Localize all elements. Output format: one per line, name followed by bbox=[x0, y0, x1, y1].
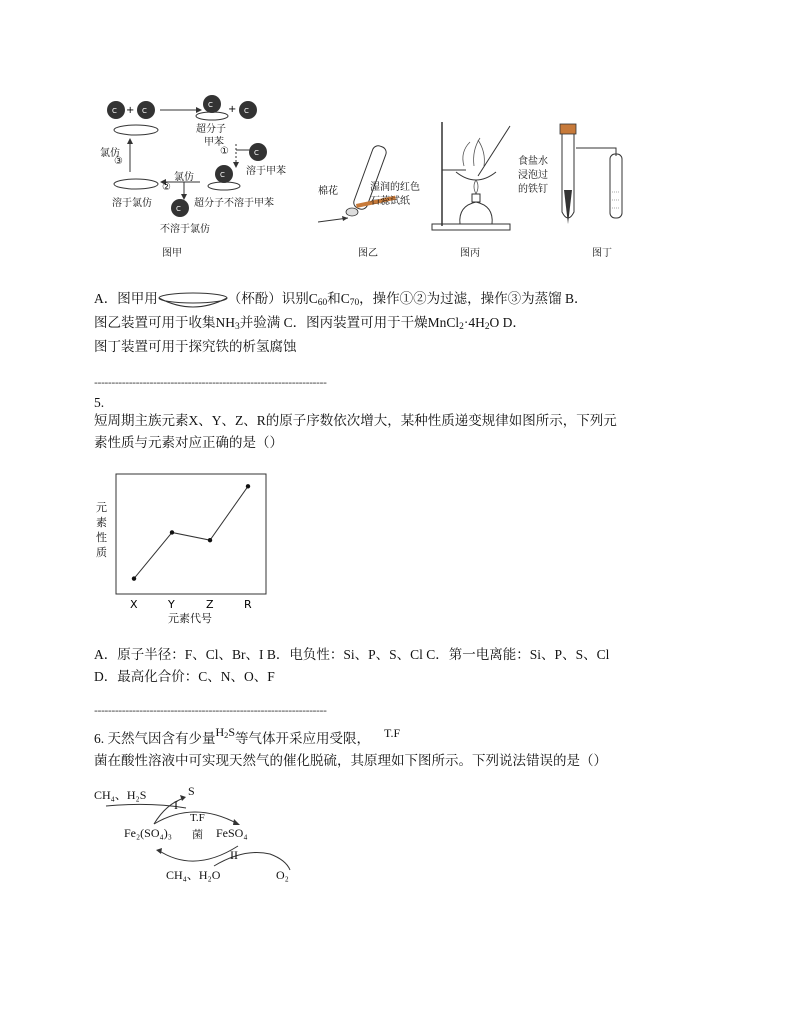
svg-text:C: C bbox=[176, 205, 181, 213]
diag-s: S bbox=[188, 784, 195, 798]
q4-line1-c: ，操作①②为过滤，操作③为蒸馏 B． bbox=[359, 291, 588, 306]
figure-bing bbox=[430, 116, 520, 260]
label-buru-lvfang: 不溶于氯仿 bbox=[160, 224, 210, 235]
label-mianhua: 棉花 bbox=[318, 186, 338, 197]
label-jiaben: 甲苯 bbox=[204, 137, 224, 148]
q5-options-line2: D．最高化合价：C、N、O、F bbox=[94, 669, 275, 684]
calixarene-dish-icon bbox=[158, 292, 228, 306]
caption-jia: 图甲 bbox=[162, 248, 182, 259]
diag-jun: 菌 bbox=[192, 828, 203, 841]
svg-text:C: C bbox=[208, 101, 213, 109]
q5-stem-line2: 素性质与元素对应正确的是（） bbox=[94, 435, 283, 450]
calixarene-bowl bbox=[114, 125, 158, 135]
svg-text:C: C bbox=[112, 107, 117, 115]
tf-label: T.F bbox=[384, 726, 401, 740]
figure-yi bbox=[318, 140, 438, 260]
q6-stem-line2: 菌在酸性溶液中可实现天然气的催化脱硫，其原理如下图所示。下列说法错误的是（） bbox=[94, 753, 607, 768]
x-axis-label: 元素代号 bbox=[168, 612, 212, 625]
q4-line1-sub60: 60 bbox=[317, 298, 328, 308]
q4-line2-sub2b: 2 bbox=[484, 322, 490, 332]
q4-line1-sub70: 70 bbox=[349, 298, 360, 308]
y-axis-label: 元素性质 bbox=[96, 501, 107, 559]
iron-nail bbox=[564, 190, 572, 224]
label-ding-3: 的铁钉 bbox=[518, 184, 548, 195]
diag-step-i: I bbox=[174, 798, 178, 812]
x-tick-x: X bbox=[130, 598, 138, 611]
label-ding-2: 浸泡过 bbox=[518, 170, 548, 181]
q4-line1-b: （杯酚）识别C bbox=[227, 291, 318, 306]
q5-number: 5. bbox=[94, 395, 105, 410]
diag-tf: T.F bbox=[190, 812, 205, 824]
separator-1: ------------------------------------------------------------------- bbox=[94, 376, 327, 389]
label-step2: ② bbox=[162, 182, 171, 193]
q4-line1-and: 和C bbox=[327, 291, 350, 306]
diag-fe2so43: Fe₂(SO₄)₃ bbox=[124, 826, 172, 840]
svg-text:C: C bbox=[220, 171, 225, 179]
label-lvfang-mid: 氯仿 bbox=[174, 172, 194, 183]
label-buru-jiaben: 超分子不溶于甲苯 bbox=[194, 198, 274, 209]
diag-o2: O₂ bbox=[276, 868, 289, 882]
q4-option-line3: 图丁装置可用于探究铁的析氢腐蚀 bbox=[94, 339, 297, 354]
q5-stem-line1: 短周期主族元素X、Y、Z、R的原子序数依次增大，某种性质递变规律如图所示，下列元 bbox=[94, 413, 617, 428]
figure-ding bbox=[518, 120, 638, 260]
q4-line2-b: 并验满 C．图丙装置可用于干燥MnCl bbox=[239, 315, 460, 330]
label-paper-2: 石蕊试纸 bbox=[370, 196, 410, 207]
q4-line2-sub2: 2 bbox=[459, 322, 464, 332]
q4-line2-d: O D． bbox=[489, 315, 526, 330]
figure-jia bbox=[100, 92, 310, 260]
q4-option-line1 bbox=[94, 290, 588, 312]
x-tick-z: Z bbox=[206, 598, 214, 611]
stopper bbox=[560, 124, 576, 134]
data-point-x bbox=[132, 576, 136, 580]
q5-options-line1: A．原子半径：F、Cl、Br、I B．电负性：Si、P、S、Cl C．第一电离能：Si、P、S、Cl bbox=[94, 647, 610, 662]
svg-text:+: + bbox=[126, 105, 135, 116]
svg-text:C: C bbox=[142, 107, 147, 115]
q4-line2-sub3: 3 bbox=[235, 322, 240, 332]
q5-chart-svg bbox=[94, 470, 284, 630]
label-lvfang-left: 氯仿 bbox=[100, 148, 120, 159]
label-step1: ① bbox=[220, 146, 229, 157]
label-paper-1: 湿润的红色 bbox=[370, 182, 420, 193]
q6-diagram bbox=[94, 784, 304, 888]
caption-ding: 图丁 bbox=[592, 248, 612, 259]
label-rongyu-lvfang: 溶于氯仿 bbox=[112, 198, 152, 209]
label-ding-1: 食盐水 bbox=[518, 156, 548, 167]
data-point-y bbox=[170, 530, 174, 534]
separator-2: ------------------------------------------------------------------- bbox=[94, 704, 327, 717]
figure-bing-drawing bbox=[430, 116, 520, 240]
h2s-formula: $H_2S$ bbox=[215, 725, 236, 740]
data-point-r bbox=[246, 484, 250, 488]
diag-step-ii: II bbox=[230, 848, 238, 862]
diag-ch4-h2o: CH₄、H₂O bbox=[166, 868, 221, 882]
x-tick-r: R bbox=[244, 598, 252, 611]
label-step3: ③ bbox=[114, 156, 123, 167]
q6-stem-line1 bbox=[94, 725, 401, 752]
q4-line1-a: A．图甲用 bbox=[94, 291, 158, 306]
data-point-z bbox=[208, 538, 212, 542]
x-tick-y: Y bbox=[168, 598, 175, 611]
q5-chart bbox=[94, 470, 284, 630]
q4-line2-c: ·4H bbox=[463, 315, 485, 330]
caption-bing: 图丙 bbox=[460, 248, 480, 259]
svg-text:C: C bbox=[254, 149, 259, 157]
q4-option-line2 bbox=[94, 314, 526, 336]
series-line bbox=[134, 486, 248, 578]
label-chaofenzi: 超分子 bbox=[196, 124, 226, 135]
arc-lower bbox=[158, 846, 238, 861]
diag-feso4: FeSO₄ bbox=[216, 826, 248, 840]
label-rongyu-jiaben: 溶于甲苯 bbox=[246, 166, 286, 177]
q6-stem-b: 等气体开采应用受限， bbox=[235, 731, 371, 746]
diag-ch4-h2s: CH₄、H₂S bbox=[94, 788, 147, 802]
q4-line2-a: 图乙装置可用于收集NH bbox=[94, 315, 235, 330]
svg-text:C: C bbox=[244, 107, 249, 115]
svg-text:+: + bbox=[228, 104, 237, 115]
q6-stem-a: 6. 天然气因含有少量 bbox=[94, 731, 216, 746]
caption-yi: 图乙 bbox=[358, 248, 378, 259]
